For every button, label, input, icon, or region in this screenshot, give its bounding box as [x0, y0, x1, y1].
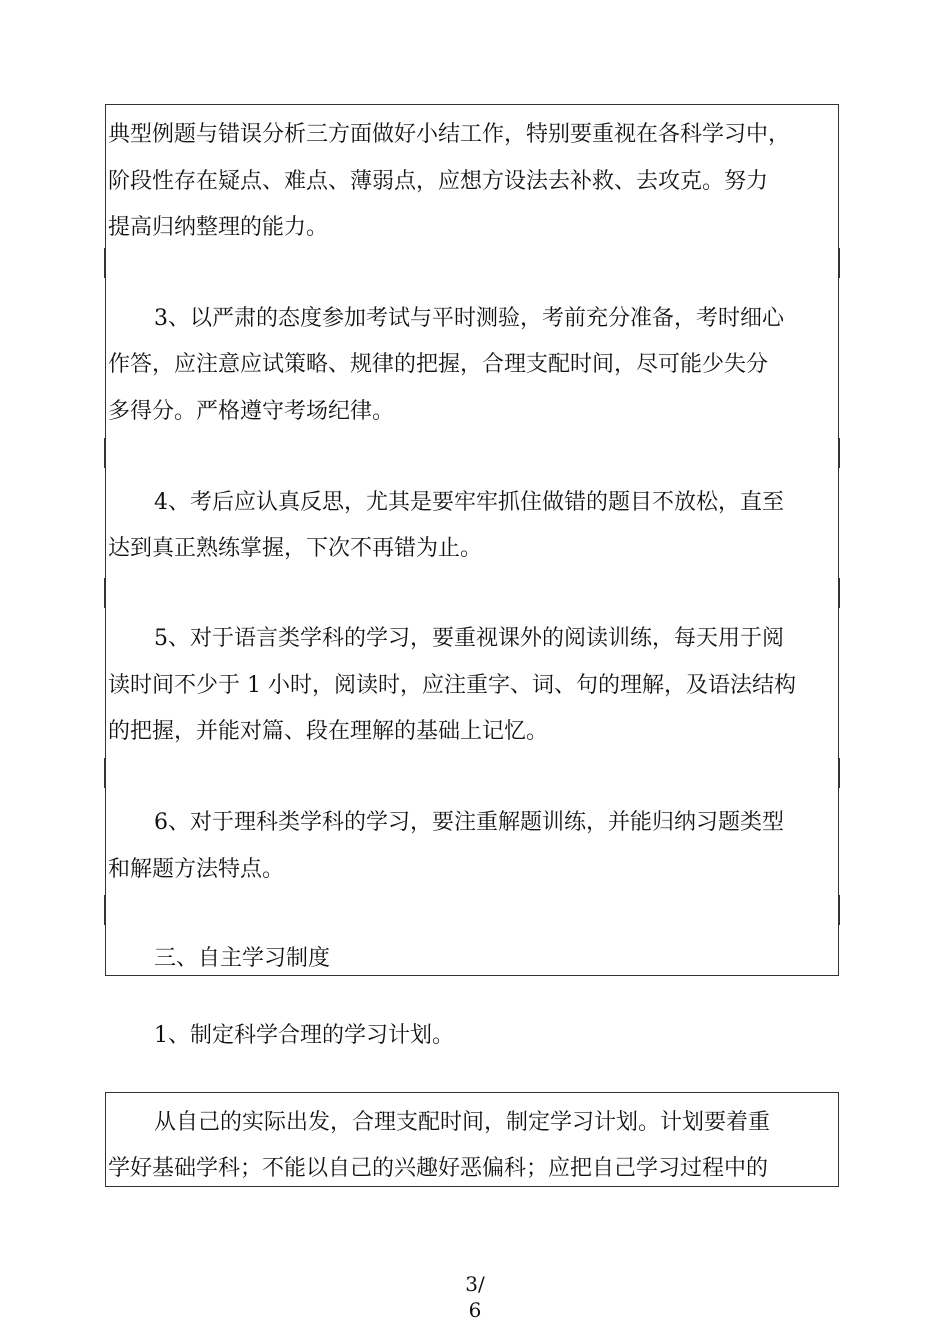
paragraph-line: 读时间不少于 1 小时，阅读时，应注重字、词、句的理解，及语法结构	[108, 673, 796, 698]
frame-tick	[104, 758, 106, 788]
frame-tick	[838, 578, 840, 608]
frame-tick	[838, 895, 840, 925]
paragraph-line: 的把握，并能对篇、段在理解的基础上记忆。	[108, 719, 549, 744]
frame-tick	[838, 248, 840, 278]
section-heading: 三、自主学习制度	[154, 946, 331, 971]
paragraph-line: 6、对于理科类学科的学习，要注重解题训练，并能归纳习题类型	[154, 810, 784, 835]
paragraph-line: 和解题方法特点。	[108, 857, 285, 882]
paragraph-line: 达到真正熟练掌握，下次不再错为止。	[108, 536, 483, 561]
frame-tick	[104, 895, 106, 925]
frame-tick	[838, 758, 840, 788]
paragraph-line: 1、制定科学合理的学习计划。	[154, 1023, 454, 1048]
paragraph-line: 3、以严肃的态度参加考试与平时测验，考前充分准备，考时细心	[154, 306, 784, 331]
paragraph-line: 从自己的实际出发，合理支配时间，制定学习计划。计划要着重	[154, 1110, 771, 1135]
paragraph-line: 5、对于语言类学科的学习，要重视课外的阅读训练，每天用于阅	[154, 626, 784, 651]
paragraph-line: 提高归纳整理的能力。	[108, 215, 329, 240]
frame-tick	[104, 438, 106, 468]
paragraph-line: 作答，应注意应试策略、规律的把握，合理支配时间，尽可能少失分	[108, 352, 769, 377]
paragraph-line: 4、考后应认真反思，尤其是要牢牢抓住做错的题目不放松，直至	[154, 490, 784, 515]
frame-tick	[838, 438, 840, 468]
paragraph-line: 多得分。严格遵守考场纪律。	[108, 399, 395, 424]
frame-tick	[104, 578, 106, 608]
paragraph-line: 典型例题与错误分析三方面做好小结工作，特别要重视在各科学习中，	[108, 122, 791, 147]
frame-tick	[104, 248, 106, 278]
page-number: 3/	[465, 1272, 485, 1296]
paragraph-line: 阶段性存在疑点、难点、薄弱点，应想方设法去补救、去攻克。努力	[108, 169, 769, 194]
page-total: 6	[468, 1298, 482, 1322]
paragraph-line: 学好基础学科；不能以自己的兴趣好恶偏科；应把自己学习过程中的	[108, 1156, 769, 1181]
